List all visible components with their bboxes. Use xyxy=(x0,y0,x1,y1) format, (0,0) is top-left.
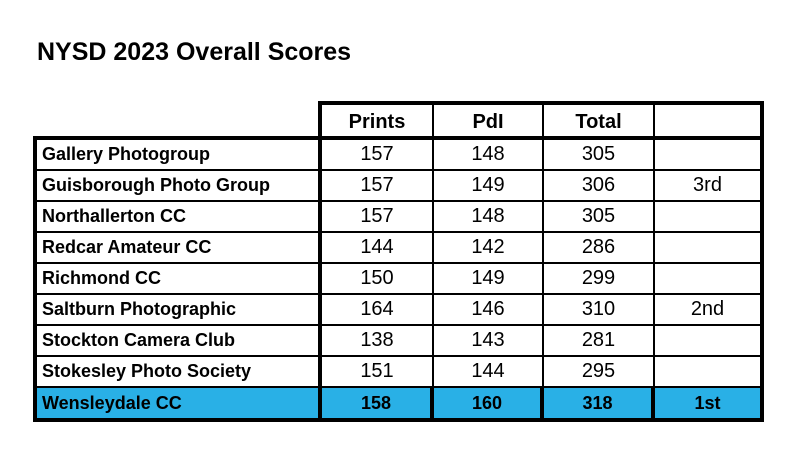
table-row xyxy=(37,326,760,357)
table-row xyxy=(37,233,760,264)
placing: 2nd xyxy=(690,298,725,320)
pdi-score: 160 xyxy=(434,388,544,418)
prints-score: 157 xyxy=(322,140,434,169)
table-row xyxy=(37,357,760,388)
pdi-score: 148 xyxy=(434,140,544,169)
pdi-score: 149 xyxy=(434,264,544,293)
placing: 1st xyxy=(655,388,760,418)
placing xyxy=(655,140,760,169)
prints-score: 150 xyxy=(322,264,434,293)
pdi-score: 144 xyxy=(434,357,544,386)
winner-row xyxy=(37,388,760,418)
table-row xyxy=(37,171,760,202)
prints-score: 157 xyxy=(322,171,434,200)
total-score: 306 xyxy=(544,171,655,200)
column-header-prints: Prints xyxy=(322,105,434,139)
prints-score: 157 xyxy=(322,202,434,231)
table-row xyxy=(37,264,760,295)
total-score: 318 xyxy=(544,388,655,418)
club-name: Richmond CC xyxy=(37,264,322,293)
total-score: 295 xyxy=(544,357,655,386)
placing xyxy=(655,326,760,355)
column-header-total: Total xyxy=(544,105,655,139)
club-name: Saltburn Photographic xyxy=(37,295,322,324)
total-score: 299 xyxy=(544,264,655,293)
prints-score: 144 xyxy=(322,233,434,262)
column-header-pdi: PdI xyxy=(434,105,544,139)
table-row xyxy=(37,295,760,326)
table-header xyxy=(318,101,764,139)
club-name: Wensleydale CC xyxy=(37,388,322,418)
pdi-score: 142 xyxy=(434,233,544,262)
column-header-place xyxy=(655,105,760,139)
prints-score: 158 xyxy=(322,388,434,418)
table-row xyxy=(37,202,760,233)
total-score: 305 xyxy=(544,202,655,231)
club-name: Guisborough Photo Group xyxy=(37,171,322,200)
placing xyxy=(655,202,760,231)
placing xyxy=(655,264,760,293)
prints-score: 138 xyxy=(322,326,434,355)
total-score: 286 xyxy=(544,233,655,262)
page-title: NYSD 2023 Overall Scores xyxy=(37,38,352,66)
club-name: Northallerton CC xyxy=(37,202,322,231)
club-name: Gallery Photogroup xyxy=(37,140,322,169)
club-name: Stokesley Photo Society xyxy=(37,357,322,386)
club-name: Redcar Amateur CC xyxy=(37,233,322,262)
table-row xyxy=(37,140,760,171)
pdi-score: 146 xyxy=(434,295,544,324)
placing: 3rd xyxy=(693,174,722,196)
total-score: 305 xyxy=(544,140,655,169)
placing xyxy=(655,357,760,386)
pdi-score: 148 xyxy=(434,202,544,231)
placing xyxy=(655,233,760,262)
total-score: 281 xyxy=(544,326,655,355)
total-score: 310 xyxy=(544,295,655,324)
prints-score: 151 xyxy=(322,357,434,386)
pdi-score: 149 xyxy=(434,171,544,200)
prints-score: 164 xyxy=(322,295,434,324)
scores-table xyxy=(33,136,764,422)
pdi-score: 143 xyxy=(434,326,544,355)
club-name: Stockton Camera Club xyxy=(37,326,322,355)
